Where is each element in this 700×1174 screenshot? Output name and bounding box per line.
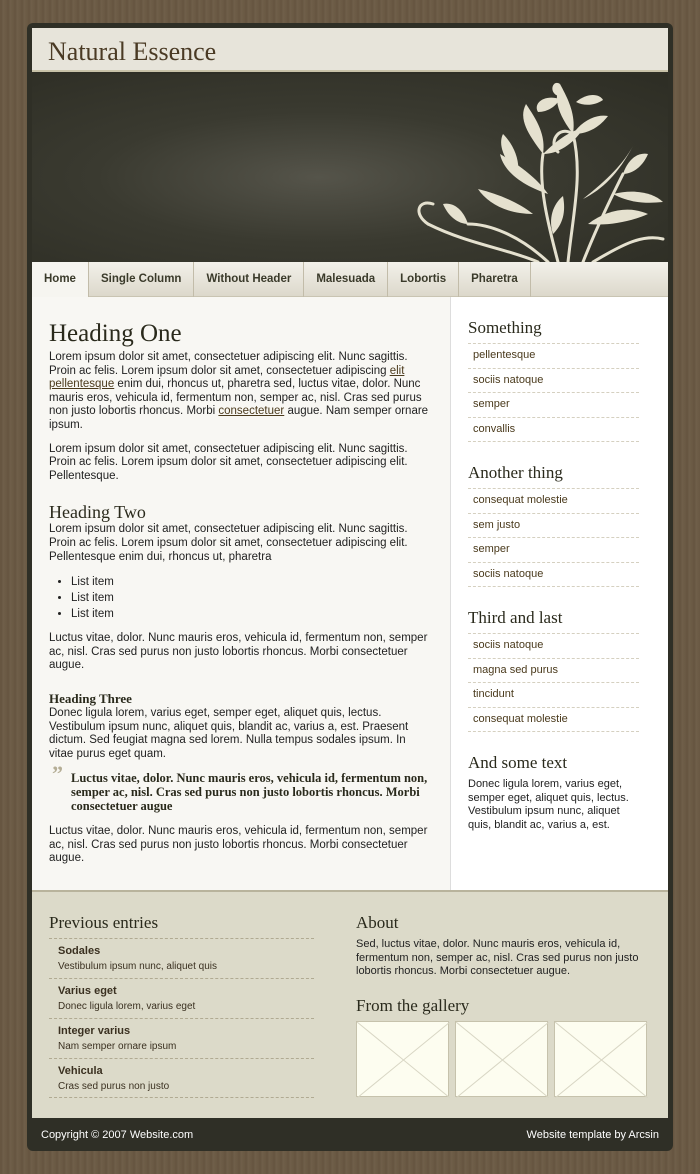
sidebar-link[interactable]: magna sed purus xyxy=(468,659,639,684)
sidebar-heading-some-text: And some text xyxy=(468,753,568,772)
about-section xyxy=(356,912,656,1097)
paragraph-5: Donec ligula lorem, varius eget, semper eget, aliquet quis, lectus. Vestibulum ipsum nunc, aliquet quis, blandit ac, varius a, est. Praesent dictum. Sed feugiat magna sed lorem. Nulla tempus sodales ipsum. In vitae purus eget quam. xyxy=(49,706,409,760)
entry-list xyxy=(49,938,314,1098)
sidebar-link[interactable]: pellentesque xyxy=(468,343,639,369)
about-text: Sed, luctus vitae, dolor. Nunc mauris eros, vehicula id, fermentum non, semper ac, nisl. Cras sed purus non justo lobortis rhoncus. Morbi consectetuer augue. xyxy=(356,938,639,978)
floral-ornament-icon xyxy=(408,74,668,262)
quote-icon: ” xyxy=(52,761,63,787)
sidebar-link[interactable]: semper xyxy=(468,393,639,418)
nav-single-column[interactable]: Single Column xyxy=(89,262,195,297)
nav-without-header[interactable]: Without Header xyxy=(194,262,304,297)
paragraph-4: Luctus vitae, dolor. Nunc mauris eros, vehicula id, fermentum non, semper ac, nisl. Cras sed purus non justo lobortis rhoncus. Morbi consectetuer augue. xyxy=(49,632,428,672)
quote-text: Luctus vitae, dolor. Nunc mauris eros, vehicula id, fermentum non, semper ac, nisl. Cras sed purus non justo lobortis rhoncus. Morbi consectetuer augue xyxy=(71,771,428,814)
footer-area xyxy=(32,890,668,1118)
sidebar-link[interactable]: sociis natoque xyxy=(468,563,639,588)
previous-entries xyxy=(49,912,314,1098)
gallery-thumb[interactable] xyxy=(455,1021,548,1097)
link-elit-pellentesque[interactable]: elit pellentesque xyxy=(49,364,405,391)
nav-pharetra[interactable]: Pharetra xyxy=(459,262,531,297)
list-item: • List item xyxy=(71,590,429,606)
entry-title[interactable]: Varius eget xyxy=(58,985,117,997)
bullet-list xyxy=(71,574,429,622)
sidebar-list-something xyxy=(468,343,639,442)
sidebar-text: Donec ligula lorem, varius eget, semper eget, aliquet quis, lectus. Vestibulum ipsum nunc, aliquet quis, blandit ac, varius a, est. xyxy=(468,778,629,831)
link-consectetuer[interactable]: consectetuer xyxy=(218,405,285,418)
sidebar-heading-another-thing: Another thing xyxy=(468,463,563,482)
template-credit[interactable]: Website template by Arcsin xyxy=(526,1129,659,1141)
entry-title[interactable]: Integer varius xyxy=(58,1025,131,1037)
sidebar-heading-third-and-last: Third and last xyxy=(468,608,563,627)
site-title[interactable]: Natural Essence xyxy=(48,37,217,66)
about-heading: About xyxy=(356,913,399,932)
paragraph-1 xyxy=(49,351,429,433)
nav-lobortis[interactable]: Lobortis xyxy=(388,262,459,297)
paragraph-text: Lorem ipsum dolor sit amet, consectetuer adipiscing elit. Nunc sagittis. Proin ac felis. Lorem ipsum dolor sit amet, consectetuer adipiscing xyxy=(49,351,408,377)
sidebar xyxy=(451,297,668,890)
nav-home[interactable]: Home xyxy=(32,262,89,297)
entry-item[interactable] xyxy=(49,978,314,1018)
sidebar-inner xyxy=(468,317,639,832)
sidebar-link[interactable]: convallis xyxy=(468,418,639,443)
entry-desc: Vestibulum ipsum nunc, aliquet quis xyxy=(58,961,217,972)
gallery-heading: From the gallery xyxy=(356,995,470,1015)
image-placeholder-icon xyxy=(555,1022,648,1098)
bottom-bar xyxy=(27,1120,673,1151)
nav-malesuada[interactable]: Malesuada xyxy=(304,262,388,297)
sidebar-link[interactable]: sem justo xyxy=(468,514,639,539)
sidebar-link[interactable]: sociis natoque xyxy=(468,633,639,659)
paragraph-text: augue. Nam semper ornare ipsum. xyxy=(49,405,429,431)
page-frame xyxy=(27,23,673,1151)
paragraph-2: Lorem ipsum dolor sit amet, consectetuer adipiscing elit. Nunc sagittis. Proin ac felis. Lorem ipsum dolor sit amet, consectetuer adipiscing elit. Pellentesque. xyxy=(49,442,408,482)
heading-three: Heading Three xyxy=(49,690,132,706)
list-item: • List item xyxy=(71,606,429,622)
gallery-thumb[interactable] xyxy=(356,1021,449,1097)
entry-title[interactable]: Sodales xyxy=(58,945,101,957)
entry-item[interactable] xyxy=(49,1018,314,1058)
paragraph-3: Lorem ipsum dolor sit amet, consectetuer adipiscing elit. Nunc sagittis. Proin ac felis. Lorem ipsum dolor sit amet, consectetuer adipiscing elit. Pellentesque enim dui, rhoncus ut, pharetra xyxy=(49,523,408,563)
entry-item[interactable] xyxy=(49,1058,314,1098)
entry-title[interactable]: Vehicula xyxy=(58,1065,103,1077)
heading-two: Heading Two xyxy=(49,502,146,523)
gallery-thumb[interactable] xyxy=(554,1021,647,1097)
header-banner xyxy=(32,74,668,262)
list-item: • List item xyxy=(71,574,429,590)
entry-desc: Nam semper ornare ipsum xyxy=(58,1041,177,1052)
image-placeholder-icon xyxy=(357,1022,450,1098)
sidebar-link[interactable]: semper xyxy=(468,538,639,563)
main-nav xyxy=(32,262,668,297)
sidebar-link[interactable]: tincidunt xyxy=(468,683,639,708)
copyright: Copyright © 2007 Website.com xyxy=(41,1129,194,1141)
entry-desc: Donec ligula lorem, varius eget xyxy=(58,1001,196,1012)
sidebar-heading-something: Something xyxy=(468,318,542,337)
sidebar-list-another-thing xyxy=(468,488,639,587)
image-placeholder-icon xyxy=(456,1022,549,1098)
blockquote xyxy=(49,761,429,814)
sidebar-list-third-and-last xyxy=(468,633,639,732)
heading-one: Heading One xyxy=(49,320,182,347)
gallery xyxy=(356,1021,656,1097)
sidebar-link[interactable]: sociis natoque xyxy=(468,369,639,394)
main-content xyxy=(32,297,451,890)
sidebar-link[interactable]: consequat molestie xyxy=(468,488,639,514)
entry-item[interactable] xyxy=(49,938,314,978)
sidebar-link[interactable]: consequat molestie xyxy=(468,708,639,733)
paragraph-6: Luctus vitae, dolor. Nunc mauris eros, vehicula id, fermentum non, semper ac, nisl. Cras sed purus non justo lobortis rhoncus. Morbi consectetuer augue. xyxy=(49,825,428,865)
article xyxy=(49,319,429,876)
title-bar xyxy=(32,28,668,72)
paragraph-text: enim dui, rhoncus ut, pharetra sed, luctus vitae, dolor. Nunc mauris eros, vehicula id, fermentum non, semper ac, nisl. Cras sed purus non justo lobortis rhoncus. Morbi xyxy=(49,378,422,418)
entry-desc: Cras sed purus non justo xyxy=(58,1081,170,1092)
previous-entries-heading: Previous entries xyxy=(49,913,159,932)
